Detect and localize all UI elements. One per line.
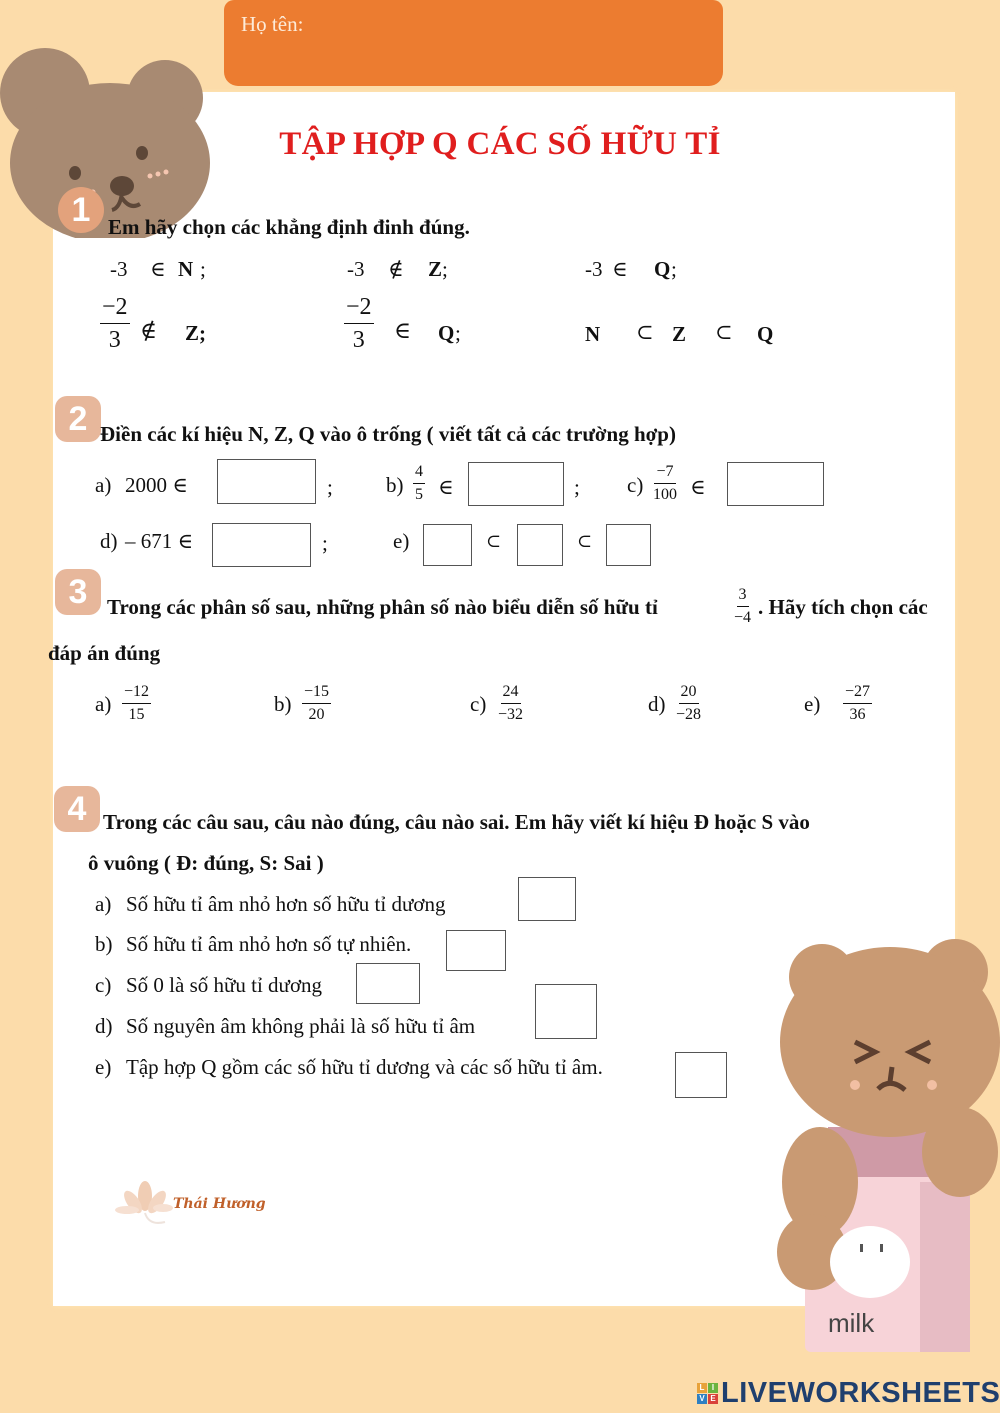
question-2-badge: 2 [55, 396, 101, 442]
q2d-answer-box[interactable] [212, 523, 311, 567]
q2d-label: d) [100, 529, 118, 553]
q2e-input-1[interactable] [424, 525, 471, 565]
q4d-answer-box[interactable] [535, 984, 597, 1039]
target-fraction: $\frac{3}{-4}$ [734, 586, 752, 626]
q2d-input[interactable] [213, 524, 310, 566]
q4b-answer-box[interactable] [446, 930, 506, 971]
q4a-input[interactable] [519, 878, 575, 920]
q4c-statement: Số 0 là số hữu tỉ dương [126, 973, 323, 997]
student-name-box [224, 0, 723, 86]
question-4-prompt: Trong các câu sau, câu nào đúng, câu nào sai. Em hãy viết kí hiệu Đ hoặc S vào [103, 810, 810, 834]
q4c-input[interactable] [357, 964, 419, 1003]
question-3-prompt: Trong các phân số sau, những phân số nào biểu diễn số hữu tỉ [107, 595, 658, 619]
bear-milk-illustration [760, 922, 1000, 1362]
question-4-badge: 4 [54, 786, 100, 832]
name-label: Họ tên: [241, 12, 304, 36]
fraction: $\frac{4}{5}$ [415, 463, 423, 503]
q2e-input-2[interactable] [518, 525, 562, 565]
q4e-input[interactable] [676, 1053, 726, 1097]
liveworksheets-logo-text: LIVEWORKSHEETS [721, 1377, 1000, 1409]
q2b-label: b) [386, 473, 404, 497]
q2e-answer-box-2[interactable] [517, 524, 563, 566]
fraction: $\frac{-2}{3}$ [346, 294, 372, 353]
page-title: TẬP HỢP Q CÁC SỐ HỮU TỈ [279, 126, 721, 162]
q4e-answer-box[interactable] [675, 1052, 727, 1098]
q2a-input[interactable] [218, 460, 315, 503]
q4a-answer-box[interactable] [518, 877, 576, 921]
author-signature: Thái Hương [173, 1196, 266, 1212]
q4a-statement: Số hữu tỉ âm nhỏ hơn số hữu tỉ dương [126, 892, 446, 916]
q2a-expr: 2000 ∈ [125, 473, 188, 497]
q2a-answer-box[interactable] [217, 459, 316, 504]
q2a-label: a) [95, 473, 112, 497]
q4b-input[interactable] [447, 931, 505, 970]
question-1-prompt: Em hãy chọn các khẳng định đinh đúng. [108, 215, 470, 239]
question-1-badge: 1 [58, 187, 104, 233]
q2e-answer-box-1[interactable] [423, 524, 472, 566]
q2c-answer-box[interactable] [727, 462, 824, 506]
name-input[interactable] [324, 8, 704, 40]
q4b-statement: Số hữu tỉ âm nhỏ hơn số tự nhiên. [126, 932, 412, 956]
question-3-badge: 3 [55, 569, 101, 615]
q4d-statement: Số nguyên âm không phải là số hữu tỉ âm [126, 1014, 476, 1038]
q2e-input-3[interactable] [607, 525, 650, 565]
q2c-label: c) [627, 473, 644, 497]
question-2-prompt: Điền các kí hiệu N, Z, Q vào ô trống ( viết tất cả các trường hợp) [100, 422, 676, 446]
q4d-input[interactable] [536, 985, 596, 1038]
q4c-answer-box[interactable] [356, 963, 420, 1004]
question-3-prompt-line2: đáp án đúng [48, 641, 161, 665]
q2d-expr: – 671 ∈ [125, 529, 194, 553]
q2e-label: e) [393, 529, 410, 553]
q2b-answer-box[interactable] [468, 462, 564, 506]
fraction: $\frac{-2}{3}$ [102, 294, 128, 353]
q2e-answer-box-3[interactable] [606, 524, 651, 566]
question-4-prompt-line2: ô vuông ( Đ: đúng, S: Sai ) [88, 851, 324, 875]
q2b-input[interactable] [469, 463, 563, 505]
svg-text:milk: milk [828, 1308, 875, 1338]
lotus-icon [115, 1178, 175, 1228]
q2c-input[interactable] [728, 463, 823, 505]
fraction: $\frac{-7}{100}$ [653, 463, 677, 503]
q4e-statement: Tập hợp Q gồm các số hữu tỉ dương và các số hữu tỉ âm. [126, 1055, 603, 1079]
liveworksheets-logo[interactable] [697, 1377, 1000, 1410]
liveworksheets-logo-icon: L I V E [697, 1383, 718, 1404]
